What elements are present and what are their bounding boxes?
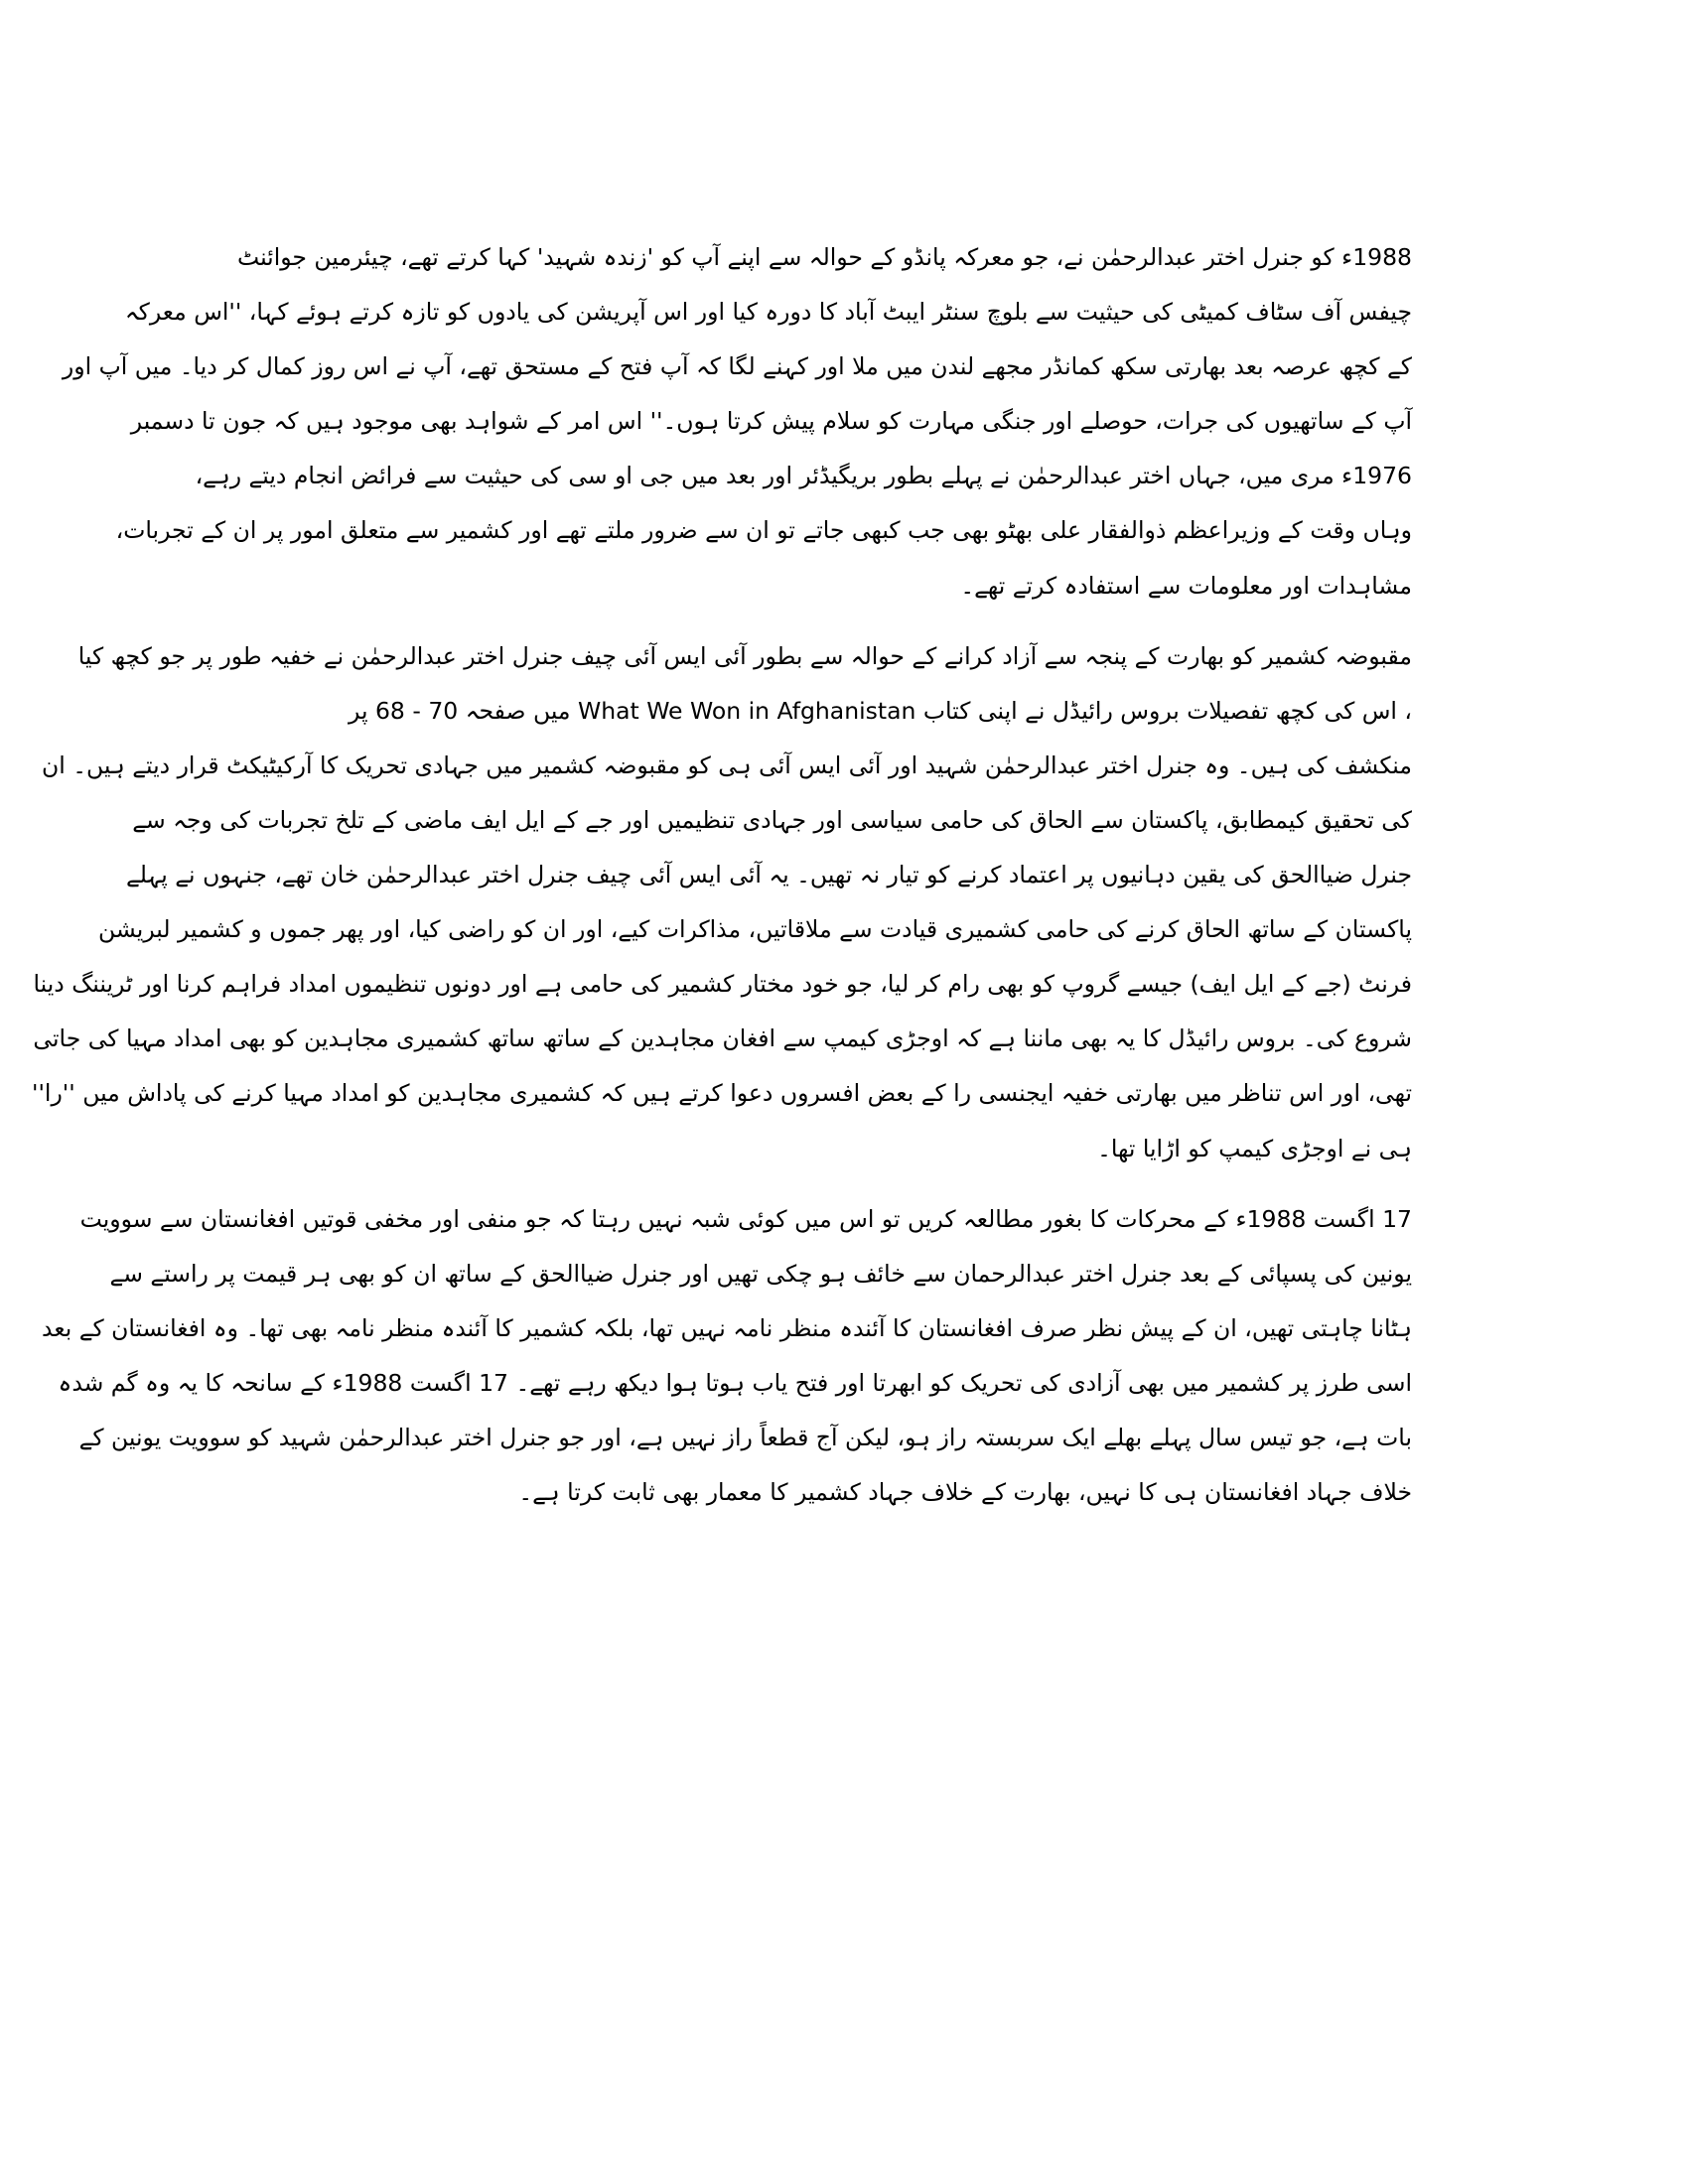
text-line: فرنٹ (جے کے ایل ایف) جیسے گروپ کو بھی رام کر لیا، جو خود مختار کشمیر کی حامی ہے اور دونوں تنظیموں امداد فراہم کرنا اور ٹریننگ دینا	[33, 970, 1412, 999]
text-line: 1976ء مری میں، جہاں اختر عبدالرحمٰن نے پہلے بطور بریگیڈئر اور بعد میں جی او سی کی حیثیت سے فرائض انجام دیتے رہے،	[195, 462, 1412, 490]
text-line: منکشف کی ہیں۔ وہ جنرل اختر عبدالرحمٰن شہید اور آئی ایس آئی ہی کو مقبوضہ کشمیر میں جہادی تحریک کا آرکیٹیکٹ قرار دیتے ہیں۔ ان	[41, 751, 1412, 779]
text-line: وہاں وقت کے وزیراعظم ذوالفقار علی بھٹو بھی جب کبھی جاتے تو ان سے ضرور ملتے تھے اور کشمیر سے متعلق امور پر ان کے تجربات،	[115, 516, 1412, 545]
article-body	[32, 230, 1412, 1520]
text-line: بات ہے، جو تیس سال پہلے بھلے ایک سربستہ راز ہو، لیکن آج قطعاً راز نہیں ہے، اور جو جنرل اختر عبدالرحمٰن شہید کو سوویت یونین کے	[78, 1423, 1412, 1451]
text-line: ہٹانا چاہتی تھیں، ان کے پیش نظر صرف افغانستان کا آئندہ منظر نامہ نہیں تھا، بلکہ کشمیر کا آئندہ منظر نامہ بھی تھا۔ وہ افغانستان کے بعد	[42, 1313, 1412, 1342]
text-line: پاکستان کے ساتھ الحاق کرنے کی حامی کشمیری قیادت سے ملاقاتیں، مذاکرات کیے، اور ان کو راضی کیا، اور پھر جموں و کشمیر لبریشن	[97, 915, 1412, 944]
text-line: آپ کے ساتھیوں کی جرات، حوصلے اور جنگی مہارت کو سلام پیش کرتا ہوں۔'' اس امر کے شواہد بھی موجود ہیں کہ جون تا دسمبر	[130, 407, 1412, 436]
text-line: ہی نے اوجڑی کیمپ کو اڑایا تھا۔	[1097, 1134, 1412, 1162]
text-line: یونین کی پسپائی کے بعد جنرل اختر عبدالرحمان سے خائف ہو چکی تھیں اور جنرل ضیاالحق کے ساتھ ان کو بھی ہر قیمت پر راستے سے	[109, 1259, 1412, 1288]
paragraph	[32, 629, 1412, 1176]
text-line: تھی، اور اس تناظر میں بھارتی خفیہ ایجنسی را کے بعض افسروں دعوا کرتے ہیں کہ کشمیری مجاہدین کو امداد مہیا کرنے کی پاداش میں ''را''	[32, 1079, 1412, 1108]
text-line: 1988ء کو جنرل اختر عبدالرحمٰن نے، جو معرکہ پانڈو کے حوالہ سے اپنے آپ کو 'زندہ شہید' کہا کرتے تھے، چیئرمین جوائنٹ	[237, 243, 1412, 271]
text-line: اسی طرز پر کشمیر میں بھی آزادی کی تحریک کو ابھرتا اور فتح یاب ہوتا ہوا دیکھ رہے تھے۔ 17 اگست 1988ء کے سانحہ کا یہ وہ گم شدہ	[58, 1368, 1412, 1397]
paragraph	[62, 230, 1412, 614]
text-line: 17 اگست 1988ء کے محرکات کا بغور مطالعہ کریں تو اس میں کوئی شبہ نہیں رہتا کہ جو منفی اور مخفی قوتیں افغانستان سے سوویت	[79, 1204, 1412, 1233]
text-line: ، اس کی کچھ تفصیلات بروس رائیڈل نے اپنی کتاب What We Won in Afghanistan میں صفحہ 70 - 68 پر	[349, 696, 1412, 725]
text-line: مقبوضہ کشمیر کو بھارت کے پنجہ سے آزاد کرانے کے حوالہ سے بطور آئی ایس آئی چیف جنرل اختر عبدالرحمٰن نے خفیہ طور پر جو کچھ کیا	[77, 641, 1412, 670]
text-line: کے کچھ عرصہ بعد بھارتی سکھ کمانڈر مجھے لندن میں ملا اور کہنے لگا کہ آپ فتح کے مستحق تھے، آپ نے اس روز کمال کر دیا۔ میں آپ اور	[62, 352, 1412, 381]
text-line: مشاہدات اور معلومات سے استفادہ کرتے تھے۔	[960, 571, 1412, 600]
text-line: چیفس آف سٹاف کمیٹی کی حیثیت سے بلوچ سنٹر ایبٹ آباد کا دورہ کیا اور اس آپریشن کی یادوں کو تازہ کرتے ہوئے کہا، ''اس معرکہ	[124, 298, 1412, 327]
paragraph	[42, 1192, 1412, 1521]
text-line: کی تحقیق کیمطابق، پاکستان سے الحاق کی حامی سیاسی اور جہادی تنظیمیں اور جے کے ایل ایف ماضی کے تلخ تجربات کی وجہ سے	[132, 805, 1412, 834]
text-line: شروع کی۔ بروس رائیڈل کا یہ بھی ماننا ہے کہ اوجڑی کیمپ سے افغان مجاہدین کے ساتھ ساتھ کشمیری مجاہدین کو بھی امداد مہیا کی جاتی	[33, 1024, 1412, 1053]
text-line: خلاف جہاد افغانستان ہی کا نہیں، بھارت کے خلاف جہاد کشمیر کا معمار بھی ثابت کرتا ہے۔	[518, 1478, 1412, 1507]
text-line: جنرل ضیاالحق کی یقین دہانیوں پر اعتماد کرنے کو تیار نہ تھیں۔ یہ آئی ایس آئی چیف جنرل اختر عبدالرحمٰن خان تھے، جنہوں نے پہلے	[125, 861, 1412, 889]
